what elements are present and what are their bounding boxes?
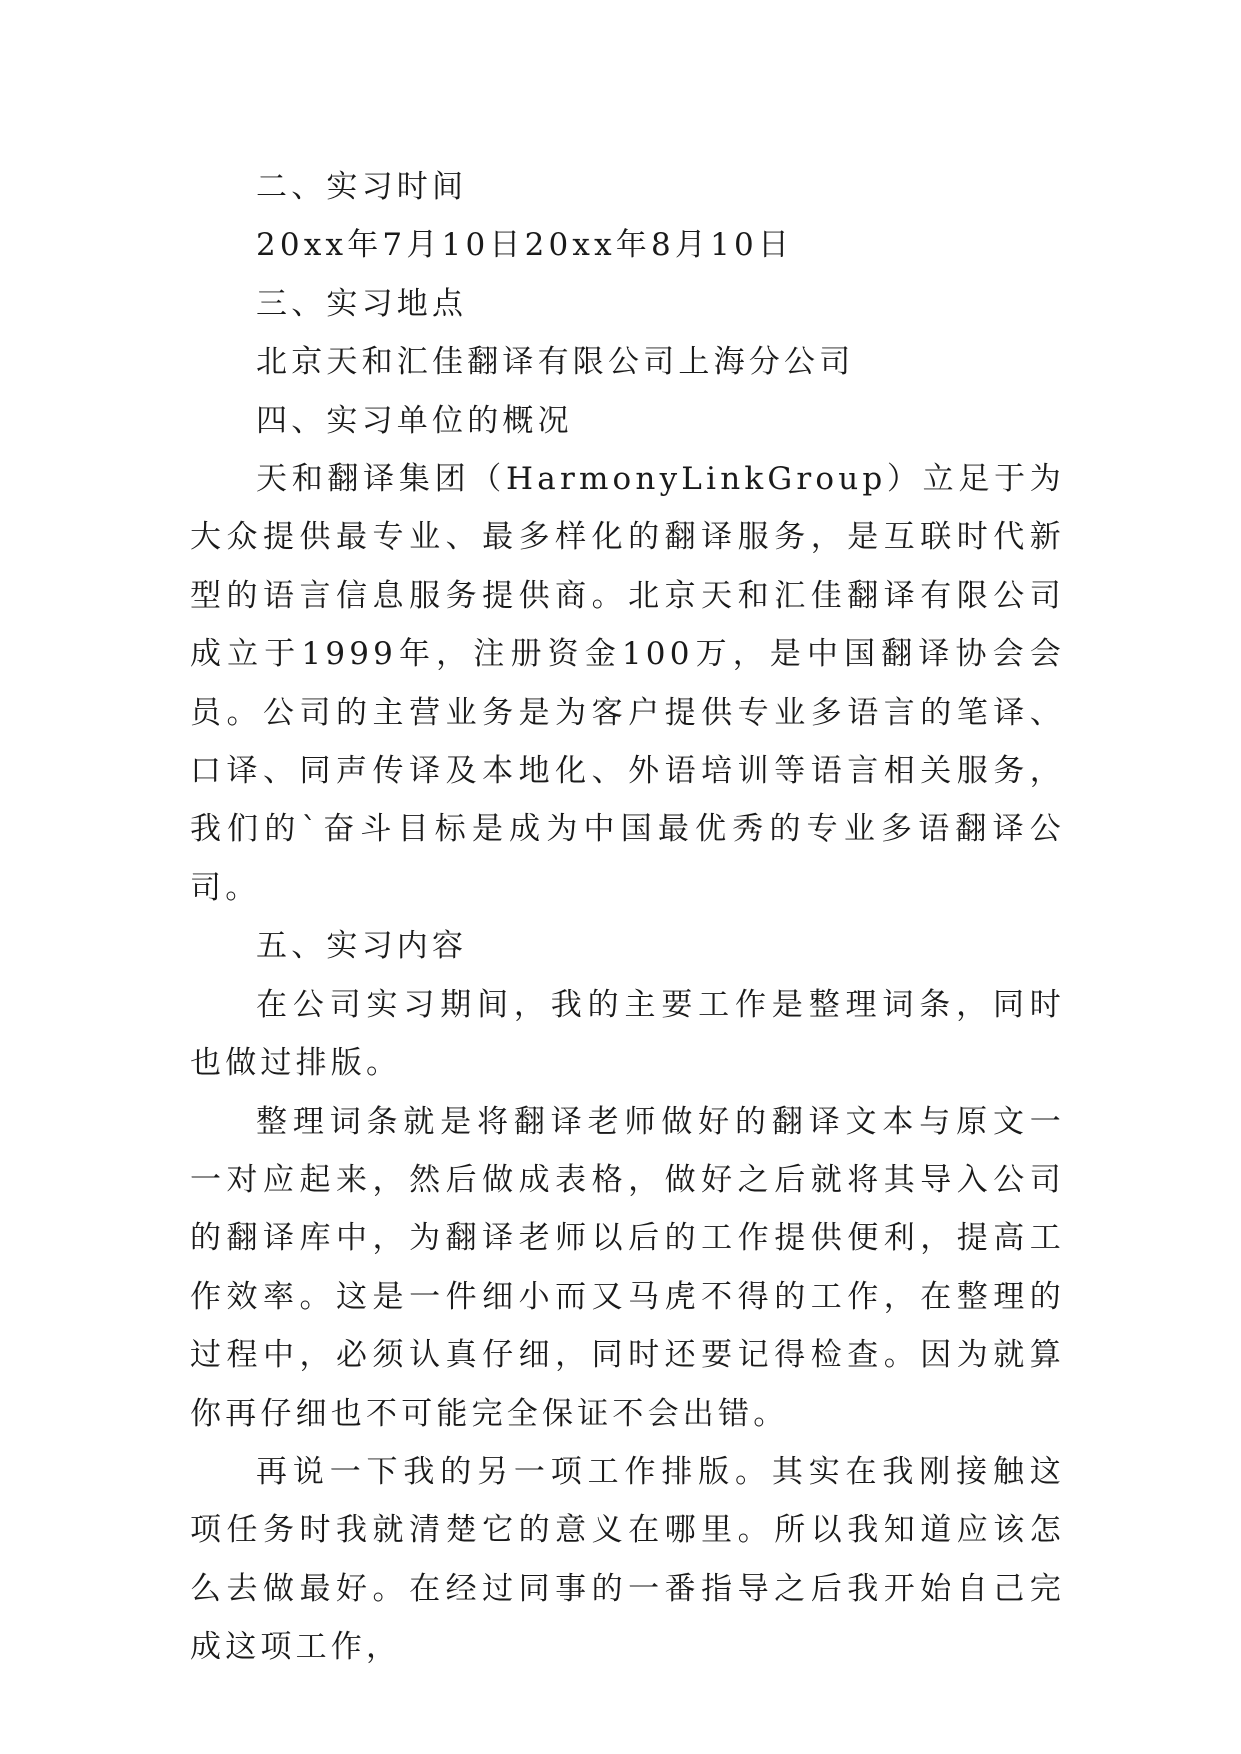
internship-content-paragraph: 在公司实习期间，我的主要工作是整理词条，同时也做过排版。 — [190, 986, 1065, 1082]
internship-content-paragraph: 整理词条就是将翻译老师做好的翻译文本与原文一一对应起来，然后做成表格，做好之后就将其导入公司的翻译库中，为翻译老师以后的工作提供便利，提高工作效率。这是一件细小而又马虎不得的工作，在整理的过程中，必须认真仔细，同时还要记得检查。因为就算你再仔细也不可能完全保证不会出错。 — [190, 1103, 1065, 1432]
section-heading-internship-location: 三、实习地点 — [256, 285, 468, 322]
section-heading-company-overview: 四、实习单位的概况 — [256, 402, 573, 439]
internship-content-paragraph: 再说一下我的另一项工作排版。其实在我刚接触这项任务时我就清楚它的意义在哪里。所以我知道应该怎么去做最好。在经过同事的一番指导之后我开始自己完成这项工作， — [190, 1453, 1065, 1666]
internship-time-text: 20xx年7月10日20xx年8月10日 — [256, 227, 794, 264]
document-body — [190, 158, 1065, 1677]
company-overview-paragraph: 天和翻译集团（HarmonyLinkGroup）立足于为大众提供最专业、最多样化的翻译服务，是互联时代新型的语言信息服务提供商。北京天和汇佳翻译有限公司成立于1999年，注册资金100万，是中国翻译协会会员。公司的主营业务是为客户提供专业多语言的笔译、口译、同声传译及本地化、外语培训等语言相关服务，我们的`奋斗目标是成为中国最优秀的专业多语翻译公司。 — [190, 461, 1065, 906]
internship-location-text: 北京天和汇佳翻译有限公司上海分公司 — [256, 344, 855, 381]
section-heading-internship-content: 五、实习内容 — [256, 928, 468, 965]
section-heading-internship-time: 二、实习时间 — [256, 169, 468, 205]
